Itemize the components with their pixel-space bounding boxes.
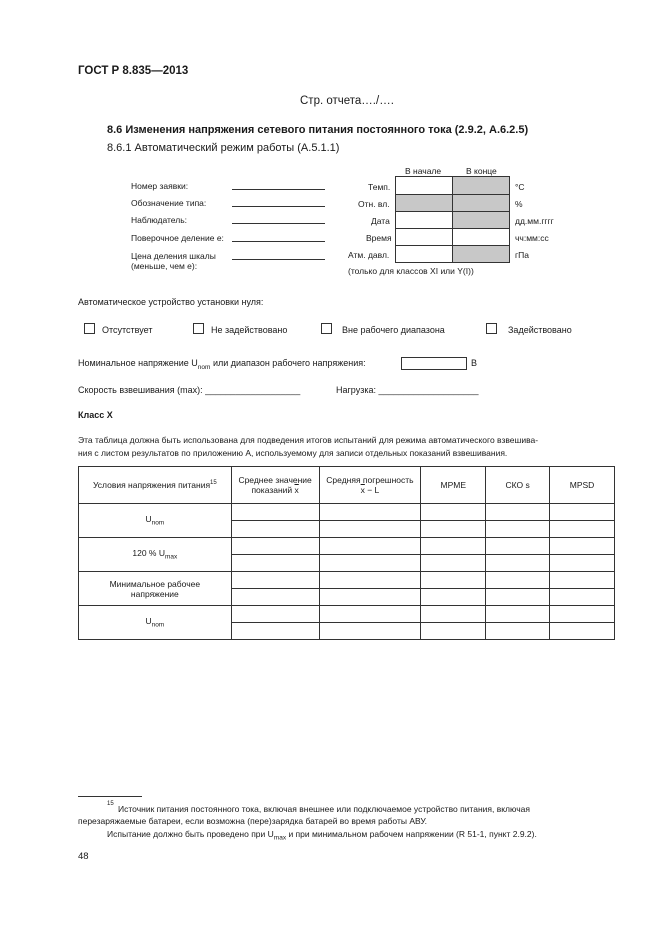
header-mean-error: Средняя погрешность $\overline{x} - L$ [319,467,421,504]
footnote-line-2: перезаряжаемые батареи, если возможна (пере)зарядка батарей во время работы АВУ. [78,816,428,826]
table-cell[interactable] [486,538,550,555]
report-page-ref: Стр. отчета…./…. [300,95,394,107]
table-cell[interactable] [319,572,421,589]
row-umax-label: 120 % $U_{max}$ [79,538,232,572]
time-unit: чч:мм:сс [515,233,549,243]
table-row [79,504,615,521]
table-row [79,572,615,589]
table-cell[interactable] [421,606,486,623]
option-out-of-range-checkbox[interactable] [321,323,332,334]
option-engaged-checkbox[interactable] [486,323,497,334]
table-cell[interactable] [486,623,550,640]
option-absent-checkbox[interactable] [84,323,95,334]
section-title: 8.6 Изменения напряжения сетевого питания постоянного тока (2.9.2, A.6.2.5) [107,124,529,136]
header-sko: СКО s [486,467,550,504]
option-engaged-label: Задействовано [508,325,572,335]
header-mpme: MPME [421,467,486,504]
table-cell[interactable] [319,555,421,572]
subsection-title: 8.6.1 Автоматический режим работы (A.5.1.1) [107,142,340,154]
table-cell[interactable] [231,538,319,555]
class-label: Класс X [78,410,113,420]
date-unit: дд.мм.гггг [515,216,554,226]
table-cell[interactable] [486,504,550,521]
table-row [79,606,615,623]
table-cell[interactable] [319,504,421,521]
table-cell[interactable] [231,521,319,538]
table-cell[interactable] [421,555,486,572]
option-absent-label: Отсутствует [102,325,153,335]
date-end-cell[interactable] [452,211,510,229]
verification-field[interactable] [232,241,325,242]
verification-label: Поверочное деление e: [131,233,224,243]
observer-field[interactable] [232,223,325,224]
table-cell[interactable] [421,504,486,521]
header-mpsd: MPSD [550,467,615,504]
footnote-line-3: Испытание должно быть проведено при $U_{max}$ и при минимальном рабочем напряжении (R 51-1, пункт 2.9.2). [107,829,537,842]
description-line-2: ния с листом результатов по приложению А, используемому для записи отдельных показаний взвешивания. [78,448,508,458]
table-cell[interactable] [421,538,486,555]
weighing-speed-field[interactable]: Скорость взвешивания (max): ___________________ [78,385,301,395]
table-cell[interactable] [550,538,615,555]
type-label: Обозначение типа: [131,198,207,208]
date-start-cell[interactable] [395,211,453,229]
nominal-voltage-label: Номинальное напряжение $U_{nom}$ или диапазон рабочего напряжения: [78,358,366,371]
footnote-line-1: Источник питания постоянного тока, включая внешнее или подключаемое устройство питания, включая [118,804,530,814]
description-line-1: Эта таблица должна быть использована для подведения итогов испытаний для режима автоматического взвешива- [78,435,539,445]
header-conditions: Условия напряжения питания$^{15}$ [79,467,232,504]
time-label: Время [366,233,392,243]
table-cell[interactable] [319,623,421,640]
nominal-voltage-input[interactable] [401,357,467,370]
scale-label-1: Цена деления шкалы [131,251,216,261]
observer-label: Наблюдатель: [131,215,187,225]
row-unom-final-label: $U_{nom}$ [79,606,232,640]
table-cell[interactable] [231,555,319,572]
table-cell[interactable] [550,572,615,589]
footnote-separator [78,796,142,797]
table-cell[interactable] [486,606,550,623]
pressure-label: Атм. давл. [348,250,390,260]
nominal-voltage-unit: В [471,358,478,368]
table-cell[interactable] [231,572,319,589]
table-cell[interactable] [231,606,319,623]
load-field[interactable]: Нагрузка: ____________________ [336,385,479,395]
request-no-label: Номер заявки: [131,181,189,191]
table-cell[interactable] [319,606,421,623]
scale-field[interactable] [232,259,325,260]
humidity-start-cell[interactable] [395,194,453,212]
header-mean: Среднее значение показаний $\overline{x}$ [231,467,319,504]
table-cell[interactable] [319,538,421,555]
request-no-field[interactable] [232,189,325,190]
time-start-cell[interactable] [395,228,453,246]
option-out-of-range-label: Вне рабочего диапазона [342,325,445,335]
humidity-unit: % [515,199,523,209]
table-cell[interactable] [486,555,550,572]
option-not-engaged-label: Не задействовано [211,325,288,335]
temp-start-cell[interactable] [395,176,453,195]
humidity-end-cell[interactable] [452,194,510,212]
footnote-number: 15 [107,801,114,807]
table-header-row [79,467,615,504]
table-cell[interactable] [550,606,615,623]
temp-end-cell[interactable] [452,176,510,195]
row-min-voltage-label: Минимальное рабочее напряжение [79,572,232,606]
table-cell[interactable] [486,521,550,538]
table-cell[interactable] [550,504,615,521]
table-cell[interactable] [421,623,486,640]
pressure-note: (только для классов XI или Y(I)) [348,266,474,276]
humidity-label: Отн. вл. [358,199,390,209]
table-cell[interactable] [421,521,486,538]
temp-label: Темп. [368,182,391,192]
table-cell[interactable] [550,589,615,606]
table-cell[interactable] [550,555,615,572]
table-cell[interactable] [550,521,615,538]
table-row [79,538,615,555]
table-cell[interactable] [421,589,486,606]
table-cell[interactable] [231,589,319,606]
table-cell[interactable] [231,504,319,521]
col-end-label: В конце [466,166,497,176]
pressure-end-cell[interactable] [452,245,510,263]
option-not-engaged-checkbox[interactable] [193,323,204,334]
table-cell[interactable] [486,589,550,606]
type-field[interactable] [232,206,325,207]
date-label: Дата [371,216,390,226]
pressure-start-cell[interactable] [395,245,453,263]
table-cell[interactable] [319,521,421,538]
page-number: 48 [78,851,89,862]
table-cell[interactable] [319,589,421,606]
results-table [78,466,615,640]
col-start-label: В начале [405,166,442,176]
temp-unit: °C [515,182,525,192]
table-cell[interactable] [550,623,615,640]
standard-header: ГОСТ Р 8.835—2013 [78,65,189,77]
pressure-unit: гПа [515,250,529,260]
row-unom-label: $U_{nom}$ [79,504,232,538]
time-end-cell[interactable] [452,228,510,246]
table-cell[interactable] [231,623,319,640]
table-cell[interactable] [421,572,486,589]
zero-device-label: Автоматическое устройство установки нуля: [78,297,264,307]
scale-label-2: (меньше, чем e): [131,261,198,271]
table-cell[interactable] [486,572,550,589]
